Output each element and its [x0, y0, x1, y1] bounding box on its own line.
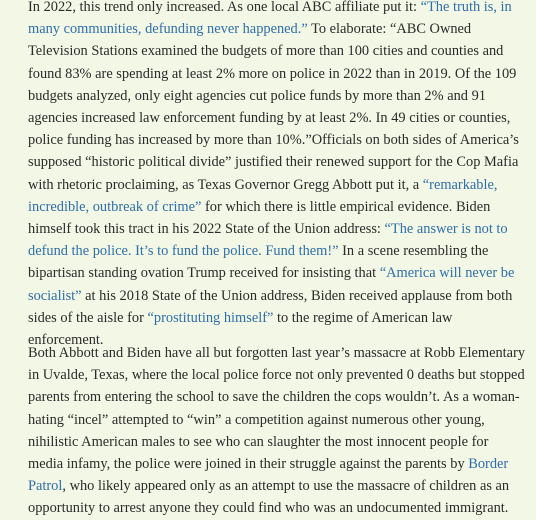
link-abbott-quote[interactable]: “remarkable, incredible, outbreak of crime” — [28, 176, 498, 215]
text-segment: to the regime of American law enforcement. — [28, 309, 453, 349]
link-trump-quote[interactable]: “America will never be socialist” — [28, 265, 515, 304]
text-segment: In 2022, this trend only increased. As one local ABC affiliate put it: — [28, 0, 421, 15]
link-border-patrol[interactable]: Border Patrol — [28, 456, 509, 495]
text-segment: Both Abbott and Biden have all but forgotten last year’s massacre at Robb Elementary in Uvalde, Texas, where the local police force not only prevented 0 deaths but stopped parents from entering the school to save the children the cops wouldn’t. As a woman-hating “incel” attempted to “win” a competition against numerous other young, nihilistic American males to see who can slaughter the most innocent people for media infamy, the police were joined in their struggle against the parents by — [28, 345, 526, 473]
text-segment: In a scene resembling the bipartisan standing ovation Trump received for insisting that — [28, 243, 489, 282]
link-abc-affiliate-quote[interactable]: “The truth is, in many communities, defunding never happened.” — [28, 0, 512, 38]
link-prostituting-himself[interactable]: “prostituting himself” — [147, 309, 274, 326]
text-segment: at his 2018 State of the Union address, Biden received applause from both sides of the aisle for — [28, 287, 513, 326]
paragraph-2 — [28, 342, 526, 520]
paragraph-1 — [28, 0, 526, 351]
link-biden-quote[interactable]: “The answer is not to defund the police. It’s to fund the police. Fund them!” — [28, 221, 508, 260]
text-segment: To elaborate: “ABC Owned Television Stations examined the budgets of more than 100 cities and counties and found 83% are spending at least 2% more on police in 2022 than in 2019. Of the 109 budgets analyzed, only eight agencies cut police funds by more than 2% and 91 agencies increased law enforcement funding by at least 2%. In 49 cities or counties, police funding has increased by more than 10%.”Officials on both sides of America’s supposed “historic political divide” justified their renewed support for the Cop Mafia with rhetoric proclaiming, as Texas Governor Gregg Abbott put it, a — [28, 21, 519, 193]
text-segment: , who likely appeared only as an attempt to use the massacre of children as an opportunity to arrest anyone they could find who was an undocumented immigrant. — [28, 478, 510, 517]
text-segment: for which there is little empirical evidence. Biden himself took this tract in his 2022 State of the Union address: — [28, 198, 491, 238]
